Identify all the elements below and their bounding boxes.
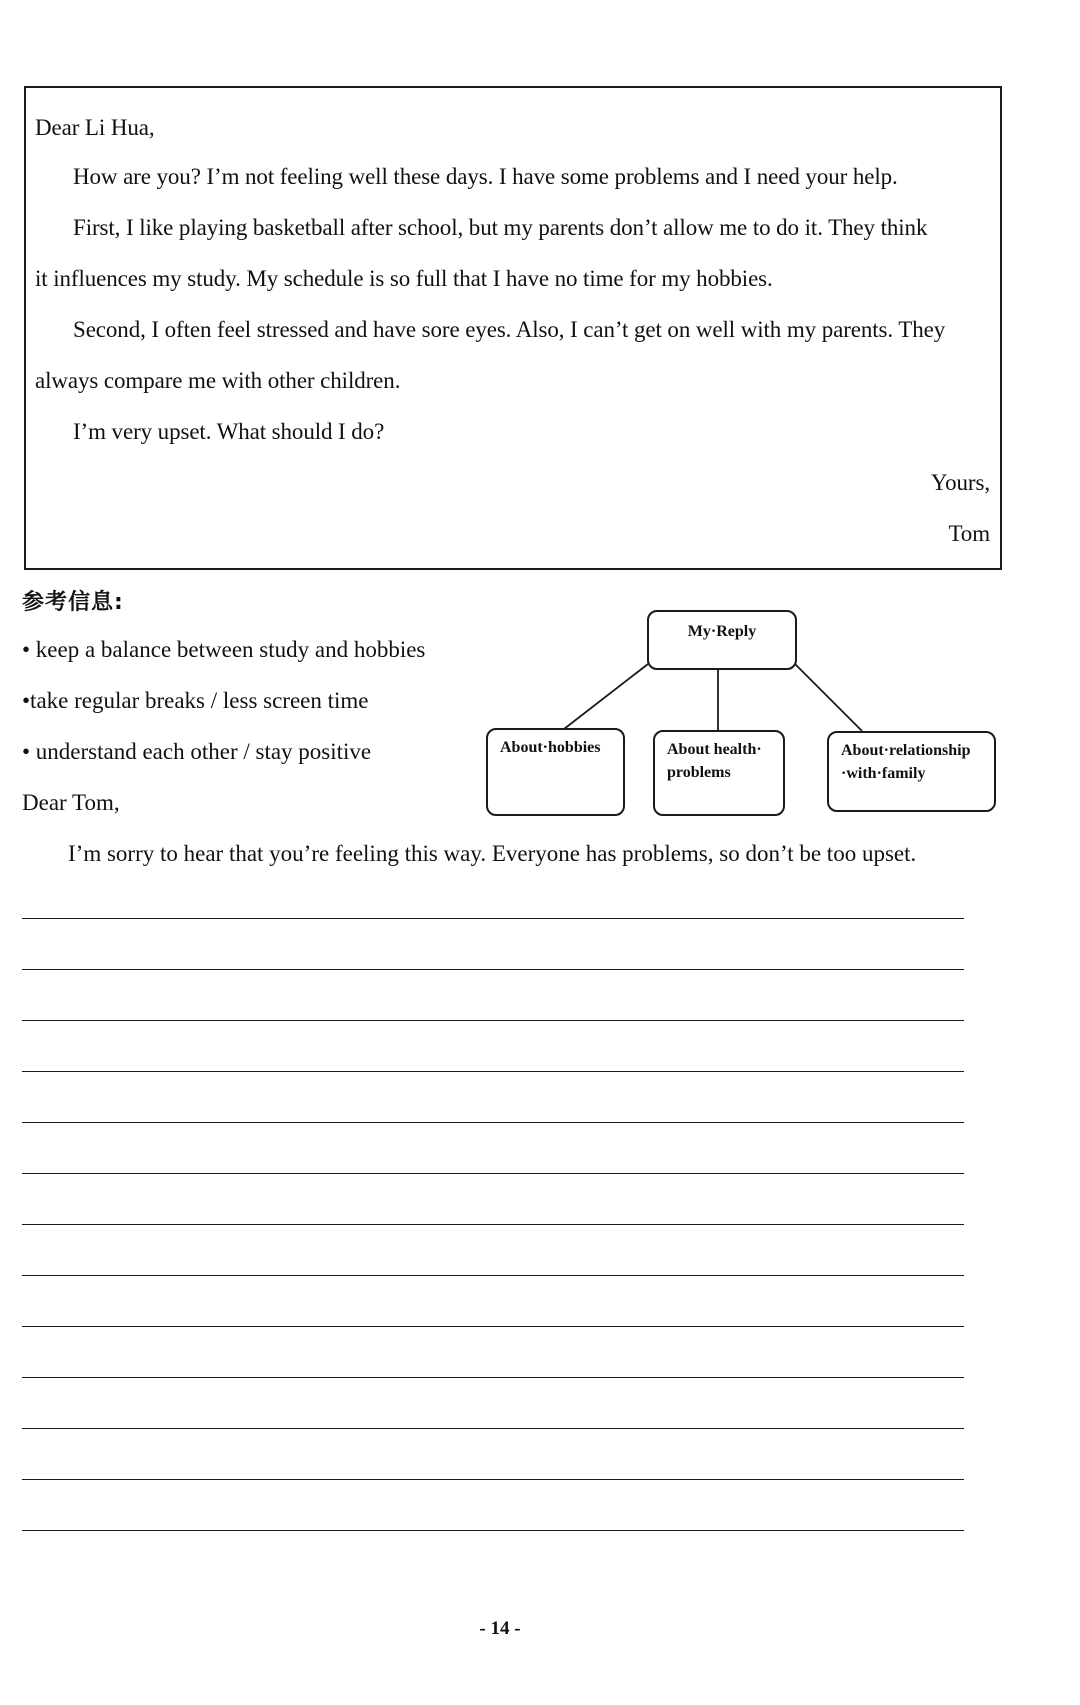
mindmap-node-hobbies [486, 728, 625, 816]
letter-closing: Yours, [930, 470, 990, 495]
letter-paragraph-2-line-2: it influences my study. My schedule is so full that I have no time for my hobbies. [35, 266, 773, 291]
writing-line[interactable] [22, 1224, 964, 1225]
writing-line[interactable] [22, 1275, 964, 1276]
reference-tip-3: • understand each other / stay positive [22, 739, 372, 764]
writing-line[interactable] [22, 1479, 964, 1480]
writing-line[interactable] [22, 1530, 964, 1531]
mindmap-node-health-label-2: problems [667, 764, 731, 781]
letter-paragraph-4: I’m very upset. What should I do? [73, 419, 385, 444]
writing-line[interactable] [22, 1377, 964, 1378]
writing-line[interactable] [22, 918, 964, 919]
mindmap-node-health [653, 730, 785, 816]
reference-title: 参考信息: [22, 590, 124, 615]
connector-hobbies [564, 664, 648, 729]
reference-tip-1: • keep a balance between study and hobbies [22, 637, 426, 662]
mindmap-node-health-label-1: About health· [667, 741, 762, 758]
mindmap-node-family [827, 731, 996, 812]
writing-line[interactable] [22, 969, 964, 970]
mindmap-root-node [647, 610, 797, 670]
mindmap-root-label: My·Reply [687, 623, 757, 640]
writing-line[interactable] [22, 1071, 964, 1072]
mindmap-node-family-label-1: About·relationship [841, 742, 971, 759]
letter-greeting: Dear Li Hua, [35, 115, 155, 140]
letter-signature: Tom [948, 521, 990, 546]
writing-line[interactable] [22, 1173, 964, 1174]
reference-tip-2: •take regular breaks / less screen time [22, 688, 369, 713]
letter-paragraph-3-line-2: always compare me with other children. [35, 368, 401, 393]
reply-opening: I’m sorry to hear that you’re feeling this way. Everyone has problems, so don’t be too upset. [68, 841, 917, 866]
mindmap-node-family-label-2: ·with·family [841, 765, 926, 782]
reply-greeting: Dear Tom, [22, 790, 120, 815]
page-number: - 14 - [479, 1618, 521, 1639]
letter-paragraph-3-line-1: Second, I often feel stressed and have sore eyes. Also, I can’t get on well with my parents. They [73, 317, 946, 342]
writing-line[interactable] [22, 1020, 964, 1021]
connector-family [795, 664, 862, 731]
writing-line[interactable] [22, 1326, 964, 1327]
mindmap-node-hobbies-label: About·hobbies [500, 739, 601, 756]
writing-line[interactable] [22, 1428, 964, 1429]
letter-paragraph-2-line-1: First, I like playing basketball after school, but my parents don’t allow me to do it. They think [73, 215, 928, 240]
letter-paragraph-1: How are you? I’m not feeling well these days. I have some problems and I need your help. [73, 164, 898, 189]
writing-line[interactable] [22, 1122, 964, 1123]
